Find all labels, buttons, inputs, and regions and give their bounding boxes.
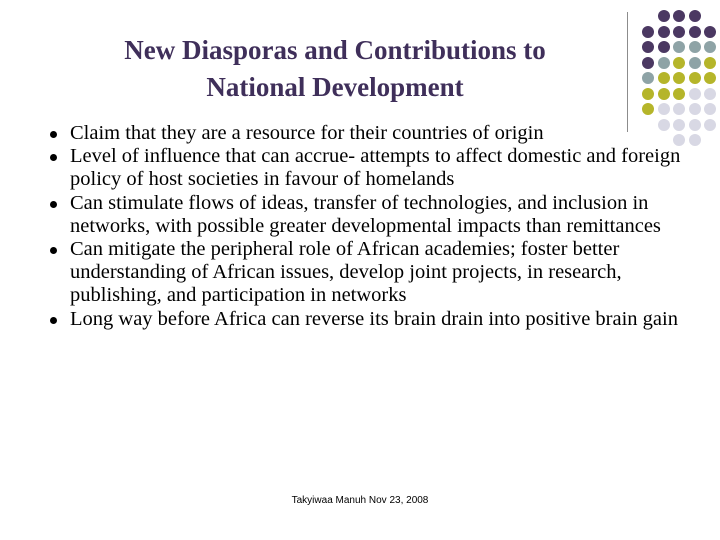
decorative-dot: [658, 26, 670, 38]
decorative-divider: [627, 12, 628, 132]
decorative-dot: [658, 88, 670, 100]
decorative-dot: [658, 10, 670, 22]
decorative-dot: [689, 57, 701, 69]
decorative-dot: [689, 103, 701, 115]
bullet-text: Can stimulate flows of ideas, transfer of technologies, and inclusion in networks, with possible greater developmental impacts than remittances: [70, 191, 661, 237]
bullet-icon: [50, 201, 57, 208]
decorative-dot: [689, 10, 701, 22]
decorative-dot: [704, 119, 716, 131]
decorative-dot: [704, 26, 716, 38]
decorative-dot: [673, 57, 685, 69]
decorative-dot: [673, 41, 685, 53]
bullet-text: Long way before Africa can reverse its brain drain into positive brain gain: [70, 307, 678, 330]
decorative-dot: [689, 88, 701, 100]
decorative-dot: [689, 41, 701, 53]
decorative-dot: [642, 72, 654, 84]
decorative-dot: [673, 103, 685, 115]
decorative-dot: [673, 72, 685, 84]
decorative-dot: [642, 103, 654, 115]
bullet-item: [50, 122, 690, 145]
bullet-icon: [50, 317, 57, 324]
bullet-item: [50, 145, 690, 191]
decorative-dot: [658, 72, 670, 84]
decorative-dot: [642, 26, 654, 38]
decorative-dot: [658, 103, 670, 115]
bullet-icon: [50, 154, 57, 161]
title-line-1: New Diasporas and Contributions to: [124, 35, 546, 65]
decorative-dot: [704, 41, 716, 53]
bullet-icon: [50, 131, 57, 138]
decorative-dot: [673, 26, 685, 38]
decorative-dot: [704, 57, 716, 69]
decorative-dot: [704, 103, 716, 115]
decorative-dot: [673, 10, 685, 22]
bullet-text: Level of influence that can accrue- attempts to affect domestic and foreign policy of host societies in favour of homelands: [70, 145, 681, 191]
decorative-dot: [689, 119, 701, 131]
decorative-dot: [658, 57, 670, 69]
bullet-text: Can mitigate the peripheral role of African academies; foster better understanding of African issues, develop joint projects, in research, publishing, and participation in networks: [70, 238, 622, 307]
bullet-text: Claim that they are a resource for their countries of origin: [70, 122, 544, 144]
decorative-dot: [642, 57, 654, 69]
title-line-2: National Development: [206, 72, 464, 102]
bullet-icon: [50, 247, 57, 254]
bullet-list: [50, 122, 690, 331]
decorative-dot: [689, 26, 701, 38]
bullet-item: [50, 308, 690, 331]
decorative-dot: [689, 134, 701, 146]
decorative-dot: [673, 88, 685, 100]
slide-title: [40, 32, 630, 106]
decorative-dot: [642, 88, 654, 100]
decorative-dot: [642, 41, 654, 53]
decorative-dot: [704, 72, 716, 84]
decorative-dot: [689, 72, 701, 84]
decorative-dot: [704, 88, 716, 100]
bullet-item: [50, 192, 690, 238]
bullet-item: [50, 238, 690, 308]
slide-footer: Takyiwaa Manuh Nov 23, 2008: [291, 495, 429, 506]
decorative-dot: [658, 41, 670, 53]
